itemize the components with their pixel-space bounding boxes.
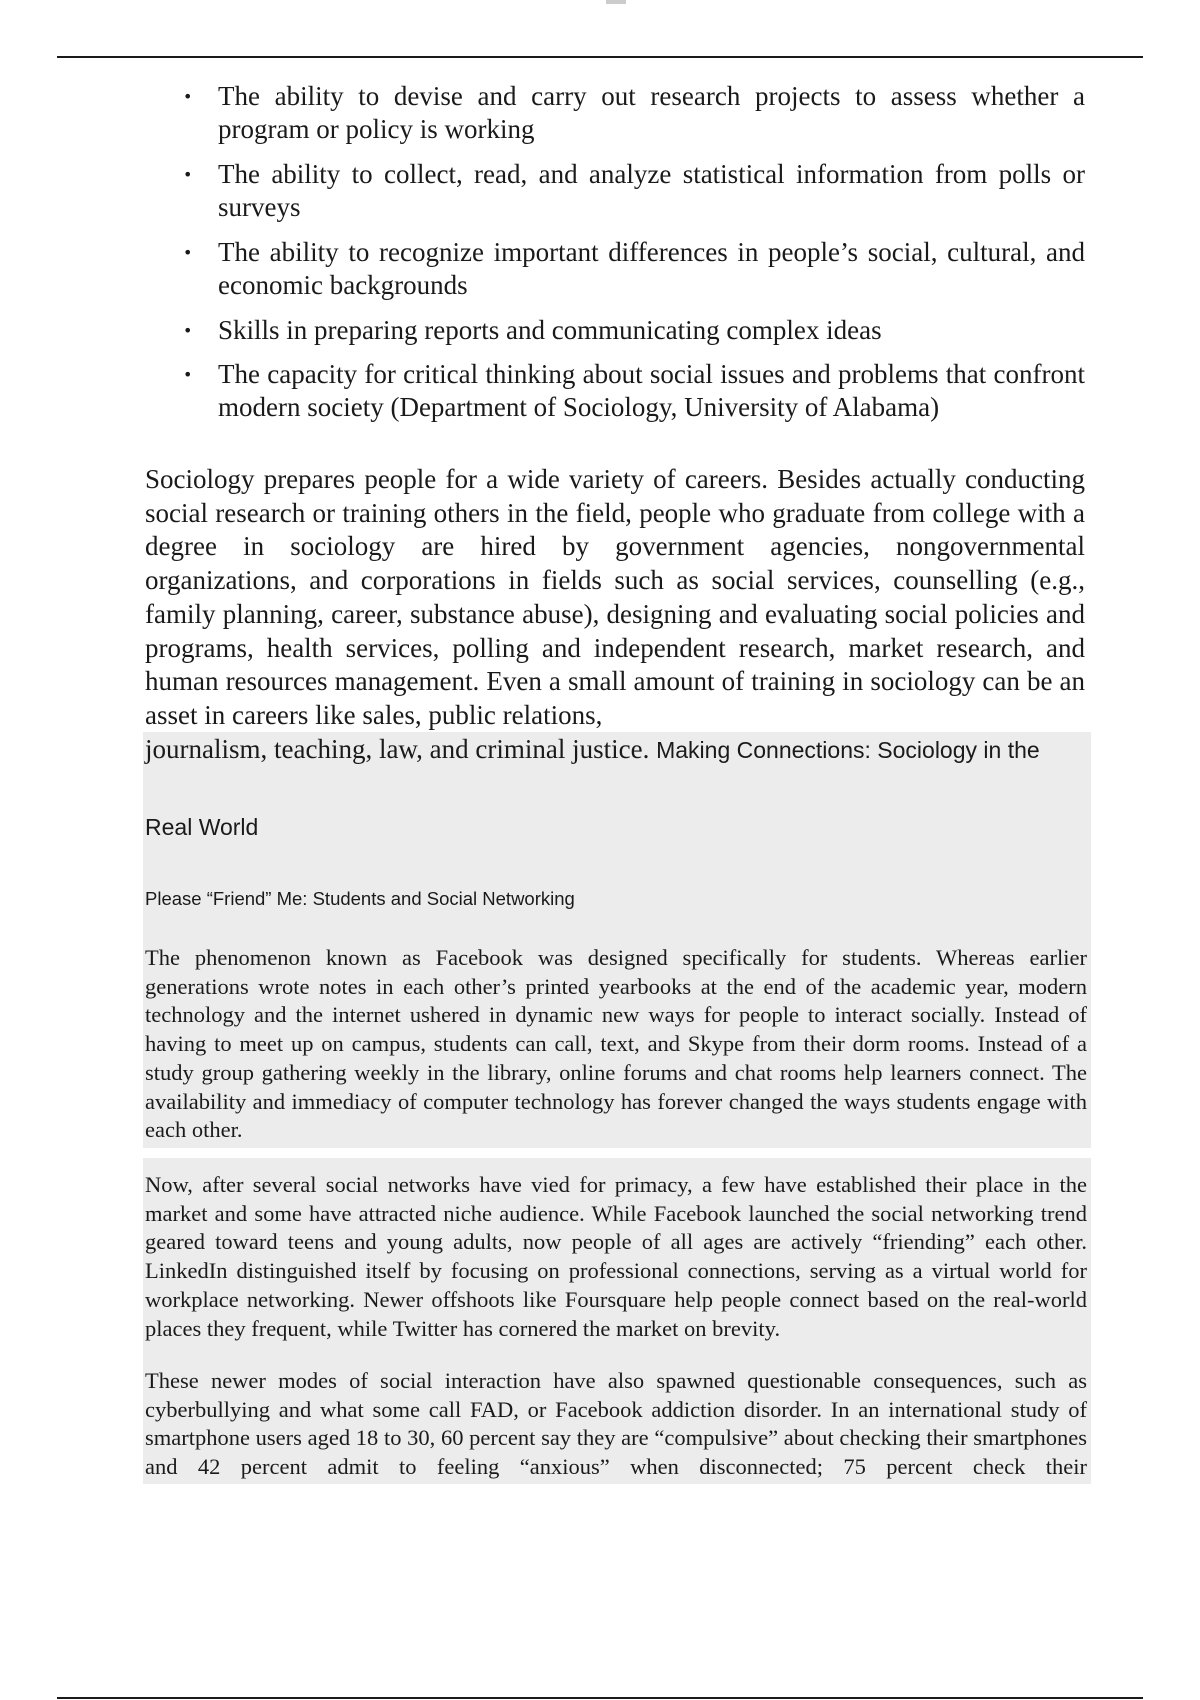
box-paragraph: Now, after several social networks have vied for primacy, a few have established their place in the market and some have attracted niche audience. While Facebook launched the social networking trend geared toward teens and young adults, now people of all ages are actively “friending” each other. LinkedIn distinguished itself by focusing on professional connections, serving as a virtual world for workplace networking. Newer offshoots like Foursquare help people connect based on the real-world places they frequent, while Twitter has cornered the market on brevity.	[145, 1172, 1087, 1341]
bullet-text: Skills in preparing reports and communicating complex ideas	[218, 315, 882, 345]
continuation-text: journalism, teaching, law, and criminal justice.	[145, 734, 650, 764]
footer-rule	[57, 1697, 1143, 1699]
bullet-text: The capacity for critical thinking about social issues and problems that confront modern society (Department of Sociology, University of Alabama)	[218, 359, 1085, 422]
bullet-item	[180, 158, 1085, 224]
bullet-text: The ability to devise and carry out research projects to assess whether a program or policy is working	[218, 81, 1085, 144]
bullet-dot-icon: •	[183, 87, 193, 106]
bullet-dot-icon: •	[183, 243, 193, 262]
box-heading-part2: Real World	[145, 814, 259, 840]
bullet-item	[180, 236, 1085, 302]
bullet-item	[180, 80, 1085, 146]
bullet-dot-icon: •	[183, 365, 193, 384]
page-top-mark	[606, 0, 626, 4]
continuation-line	[145, 732, 1085, 767]
box-paragraph: These newer modes of social interaction have also spawned questionable consequences, such as cyberbullying and what some call FAD, or Facebook addiction disorder. In an international study of smartphone users aged 18 to 30, 60 percent say they are “compulsive” about checking their smartphones and 42 percent admit to feeling “anxious” when disconnected; 75 percent check their	[145, 1368, 1087, 1480]
bullet-item	[180, 358, 1085, 424]
bullet-text: The ability to recognize important differences in people’s social, cultural, and economic backgrounds	[218, 237, 1085, 300]
bullet-item	[180, 314, 1085, 347]
paragraph-gap	[141, 1148, 1093, 1158]
careers-paragraph: Sociology prepares people for a wide variety of careers. Besides actually conducting social research or training others in the field, people who graduate from college with a degree in sociology are hired by government agencies, nongovernmental organizations, and corporations in fields such as social services, counselling (e.g., family planning, career, substance abuse), designing and evaluating social policies and programs, health services, polling and independent research, market research, and human resources management. Even a small amount of training in sociology can be an asset in careers like sales, public relations,	[145, 464, 1085, 730]
header-rule	[57, 56, 1143, 58]
bullet-dot-icon: •	[183, 321, 193, 340]
bullet-dot-icon: •	[183, 165, 193, 184]
box-paragraph: The phenomenon known as Facebook was designed specifically for students. Whereas earlier generations wrote notes in each other’s printed yearbooks at the end of the academic year, modern technology and the internet ushered in dynamic new ways for people to interact socially. Instead of having to meet up on campus, students can call, text, and Skype from their dorm rooms. Instead of a study group gathering weekly in the library, online forums and chat rooms help learners connect. The availability and immediacy of computer technology has forever changed the ways students engage with each other.	[145, 945, 1087, 1143]
bullet-text: The ability to collect, read, and analyze statistical information from polls or surveys	[218, 159, 1085, 222]
making-connections-box	[143, 732, 1091, 1484]
skills-bullet-list	[180, 80, 1085, 436]
box-heading-part1: Making Connections: Sociology in the	[656, 737, 1040, 763]
box-subheading: Please “Friend” Me: Students and Social Networking	[145, 888, 575, 909]
